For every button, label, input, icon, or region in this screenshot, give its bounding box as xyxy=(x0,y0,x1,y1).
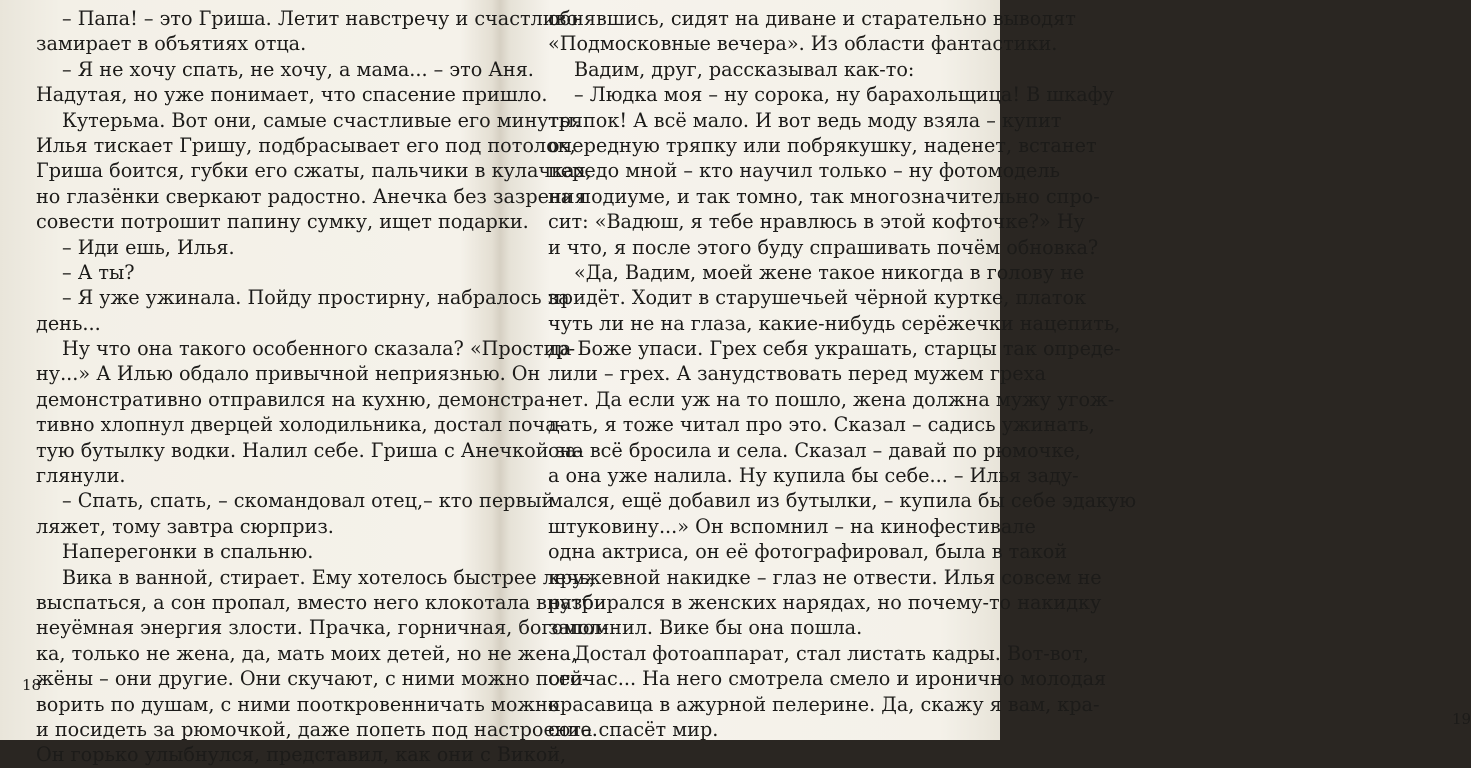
text-line: жёны – они другие. Они скучают, с ними можно пого- xyxy=(36,667,589,691)
text-line: тряпок! А всё мало. И вот ведь моду взяла – купит xyxy=(548,108,1062,132)
text-line: лили – грех. А занудствовать перед мужем греха xyxy=(548,362,1046,386)
text-line: передо мной – кто научил только – ну фотомодель xyxy=(548,159,1060,183)
text-line: одна актриса, он её фотографировал, была в такой xyxy=(548,540,1068,564)
text-line: глянули. xyxy=(36,464,126,488)
text-line: тивно хлопнул дверцей холодильника, достал поча- xyxy=(36,413,564,437)
text-line: ляжет, тому завтра сюрприз. xyxy=(36,514,334,538)
text-line: сейчас... На него смотрела смело и иронично молодая xyxy=(548,667,1107,691)
left-page-number: 18 xyxy=(22,676,42,694)
text-line: тую бутылку водки. Налил себе. Гриша с Анечкой за- xyxy=(36,438,583,462)
left-page-text xyxy=(36,6,609,768)
text-line: она всё бросила и села. Сказал – давай по рюмочке, xyxy=(548,438,1081,462)
text-line: – Спать, спать, – скомандовал отец,– кто первый xyxy=(62,489,555,513)
text-line: а она уже налила. Ну купила бы себе... – Илья заду- xyxy=(548,464,1079,488)
text-line: выспаться, а сон пропал, вместо него клокотала внутри xyxy=(36,590,607,614)
text-line: очередную тряпку или побрякушку, наденет, встанет xyxy=(548,133,1097,157)
text-line: сит: «Вадюш, я тебе нравлюсь в этой кофточке?» Ну xyxy=(548,210,1085,234)
right-page-number: 19 xyxy=(1452,710,1471,728)
text-line: день... xyxy=(36,311,101,335)
text-line: неуёмная энергия злости. Прачка, горничная, богомол- xyxy=(36,616,609,640)
text-line: сота спасёт мир. xyxy=(548,717,719,741)
text-line: ворить по душам, с ними пооткровенничать можно xyxy=(36,692,560,716)
text-line: ну...» А Илью обдало привычной неприязнью. Он xyxy=(36,362,541,386)
text-line: разбирался в женских нарядах, но почему-то накидку xyxy=(548,590,1102,614)
text-line: ка, только не жена, да, мать моих детей, но не жена, xyxy=(36,641,578,665)
text-line: – Людка моя – ну сорока, ну барахольщица! В шкафу xyxy=(574,83,1114,107)
text-line: Кутерьма. Вот они, самые счастливые его минуты. xyxy=(62,108,581,132)
text-line: – Я уже ужинала. Пойду простирну, набралось за xyxy=(62,286,570,310)
text-line: – Папа! – это Гриша. Летит навстречу и счастливо xyxy=(62,7,578,30)
text-line: – Иди ешь, Илья. xyxy=(62,235,235,259)
left-page xyxy=(0,0,609,767)
text-line: и что, я после этого буду спрашивать почём обновка? xyxy=(548,235,1099,259)
text-line: – А ты? xyxy=(62,260,135,284)
text-line: Надутая, но уже понимает, что спасение пришло. xyxy=(36,83,548,107)
text-line: да Боже упаси. Грех себя украшать, старцы так опреде- xyxy=(548,337,1121,361)
text-line: дать, я тоже читал про это. Сказал – садись ужинать, xyxy=(548,413,1095,437)
text-line: Вика в ванной, стирает. Ему хотелось быстрее лечь, xyxy=(62,565,596,589)
text-line: «Подмосковные вечера». Из области фантастики. xyxy=(548,32,1058,56)
text-line: демонстративно отправился на кухню, демонстра- xyxy=(36,387,552,411)
text-line: Гриша боится, губки его сжаты, пальчики в кулачках, xyxy=(36,159,592,183)
text-line: запомнил. Вике бы она пошла. xyxy=(548,616,863,640)
text-line: кружевной накидке – глаз не отвести. Илья совсем не xyxy=(548,565,1102,589)
text-line: Вадим, друг, рассказывал как-то: xyxy=(574,57,915,81)
right-page-text xyxy=(548,6,1137,742)
text-line: «Да, Вадим, моей жене такое никогда в голову не xyxy=(574,260,1085,284)
text-line: штуковину...» Он вспомнил – на кинофестивале xyxy=(548,514,1036,538)
text-line: замирает в объятиях отца. xyxy=(36,32,307,56)
text-line: Достал фотоаппарат, стал листать кадры. Вот-вот, xyxy=(574,641,1089,665)
text-line: Он горько улыбнулся, представил, как они с Викой, xyxy=(36,743,567,767)
text-line: красавица в ажурной пелерине. Да, скажу я вам, кра- xyxy=(548,692,1100,716)
text-line: но глазёнки сверкают радостно. Анечка без зазрения xyxy=(36,184,587,208)
text-line: обнявшись, сидят на диване и старательно выводят xyxy=(548,7,1076,30)
text-line: придёт. Ходит в старушечьей чёрной куртке, платок xyxy=(548,286,1087,310)
text-line: Илья тискает Гришу, подбрасывает его под потолок, xyxy=(36,133,576,157)
text-line: и посидеть за рюмочкой, даже попеть под настроение. xyxy=(36,717,598,741)
text-line: чуть ли не на глаза, какие-нибудь серёжечки нацепить, xyxy=(548,311,1121,335)
text-line: мался, ещё добавил из бутылки, – купила бы себе эдакую xyxy=(548,489,1137,513)
text-line: Наперегонки в спальню. xyxy=(62,540,314,564)
text-line: нет. Да если уж на то пошло, жена должна мужу угож- xyxy=(548,387,1115,411)
text-line: на подиуме, и так томно, так многозначительно спро- xyxy=(548,184,1100,208)
text-line: – Я не хочу спать, не хочу, а мама... – это Аня. xyxy=(62,57,534,81)
text-line: совести потрошит папину сумку, ищет подарки. xyxy=(36,210,529,234)
text-line: Ну что она такого особенного сказала? «Простир- xyxy=(62,337,576,361)
